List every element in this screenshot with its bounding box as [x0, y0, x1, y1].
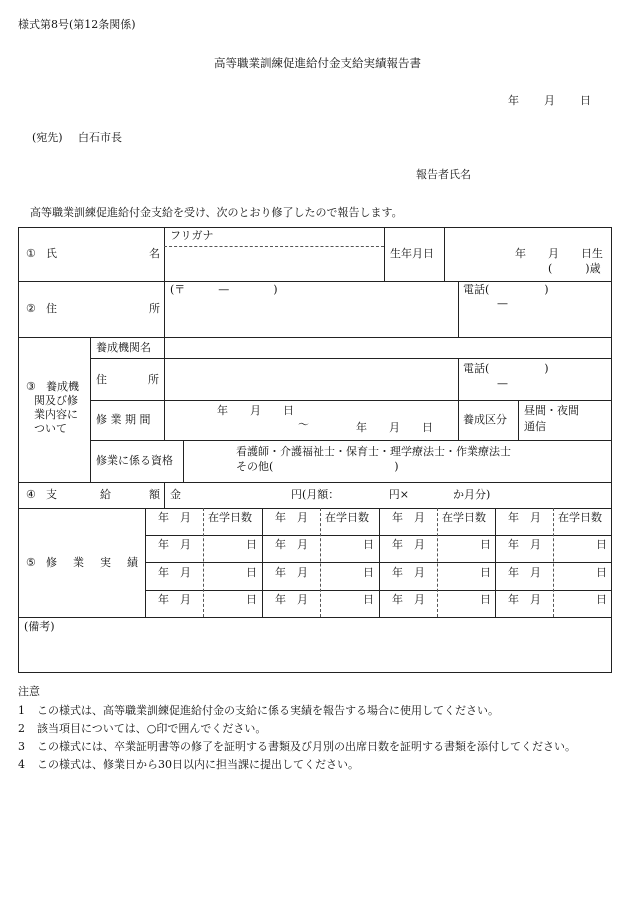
note-3	[18, 741, 576, 753]
results-cell-days: 日	[246, 593, 257, 606]
results-cell-days: 日	[246, 538, 257, 551]
address-label-end: 所	[149, 302, 160, 315]
payment-label-2: 給	[100, 488, 111, 501]
institution-phone-dash: —	[497, 377, 508, 390]
payment-label-1: 支	[46, 488, 57, 501]
notes-title: 注意	[18, 685, 40, 698]
category-label: 養成区分	[463, 413, 507, 426]
row-number: ④	[26, 488, 36, 501]
results-header-days: 在学日数	[208, 511, 252, 524]
results-header-month: 年 月	[158, 511, 191, 524]
age-value: ( )歳	[548, 262, 601, 275]
postal-code: (〒 — )	[170, 283, 278, 296]
furigana-label: フリガナ	[170, 229, 214, 242]
note-2	[18, 723, 266, 735]
note-text: この様式には、卒業証明書等の修了を証明する書類及び月別の出席日数を証明する書類を添付してください。	[37, 740, 576, 753]
date-day: 日	[580, 94, 591, 107]
results-cell-month: 年 月	[158, 566, 191, 579]
remarks-label: (備考)	[24, 620, 55, 633]
results-cell-month: 年 月	[275, 538, 308, 551]
qualification-label: 修業に係る資格	[96, 454, 173, 467]
results-cell-month: 年 月	[392, 538, 425, 551]
date-year: 年	[508, 94, 519, 107]
qualification-other: その他( )	[236, 460, 399, 473]
training-label-2: 関及び修	[34, 394, 78, 407]
institution-address-label-end: 所	[148, 373, 159, 386]
dob-label: 生年月日	[390, 247, 434, 260]
results-cell-month: 年 月	[158, 593, 191, 606]
row-number: ①	[26, 247, 36, 260]
results-label-1: 修	[46, 556, 57, 569]
results-cell-month: 年 月	[392, 566, 425, 579]
row-number: ③	[26, 380, 36, 393]
document-title: 高等職業訓練促進給付金支給実績報告書	[214, 56, 421, 70]
note-number: 3	[18, 740, 25, 753]
row-number: ⑤	[26, 556, 36, 569]
note-number: 1	[18, 704, 25, 717]
results-cell-month: 年 月	[508, 566, 541, 579]
results-cell-days: 日	[480, 566, 491, 579]
row-number: ②	[26, 302, 36, 315]
training-label-4: ついて	[34, 422, 67, 435]
period-label: 修 業 期 間	[96, 413, 151, 426]
institution-phone: 電話( )	[463, 362, 549, 375]
category-daytime-night: 昼間・夜間	[524, 404, 579, 417]
results-header-month: 年 月	[392, 511, 425, 524]
note-number: 4	[18, 758, 25, 771]
results-cell-month: 年 月	[508, 538, 541, 551]
date-month: 月	[544, 94, 555, 107]
training-label-3: 業内容に	[34, 408, 78, 421]
results-cell-days: 日	[596, 566, 607, 579]
results-header-month: 年 月	[275, 511, 308, 524]
results-cell-days: 日	[363, 566, 374, 579]
payment-label-3: 額	[149, 488, 160, 501]
note-number: 2	[18, 722, 25, 735]
results-header-days: 在学日数	[558, 511, 602, 524]
dob-value: 年 月 日生	[515, 247, 603, 260]
phone-label: 電話( )	[463, 283, 549, 296]
results-header-days: 在学日数	[442, 511, 486, 524]
phone-dash: —	[497, 297, 508, 310]
period-tilde: ～	[298, 418, 309, 431]
address-label: 住	[46, 302, 57, 315]
qualification-list: 看護師・介護福祉士・保育士・理学療法士・作業療法士	[236, 445, 511, 458]
payment-amount: 金 円(月額： 円× か月分)	[170, 488, 491, 501]
addressee-name: 白石市長	[78, 131, 122, 144]
results-cell-days: 日	[596, 538, 607, 551]
results-cell-days: 日	[363, 593, 374, 606]
results-label-2: 業	[73, 556, 84, 569]
note-text: この様式は、高等職業訓練促進給付金の支給に係る実績を報告する場合に使用してください。	[37, 704, 499, 717]
results-cell-month: 年 月	[275, 566, 308, 579]
results-cell-month: 年 月	[392, 593, 425, 606]
results-label-4: 績	[127, 556, 138, 569]
results-header-days: 在学日数	[325, 511, 369, 524]
results-cell-month: 年 月	[275, 593, 308, 606]
period-end: 年 月 日	[356, 421, 433, 434]
name-label: 氏	[46, 247, 57, 260]
intro-text: 高等職業訓練促進給付金支給を受け、次のとおり修了したので報告します。	[30, 206, 403, 219]
addressee-prefix: (宛先)	[32, 131, 63, 144]
note-1	[18, 705, 499, 717]
results-cell-days: 日	[480, 538, 491, 551]
form-number: 様式第8号(第12条関係)	[18, 18, 136, 31]
institution-address-label: 住	[96, 373, 107, 386]
institution-label: 養成機関名	[96, 341, 151, 354]
name-label-end: 名	[149, 247, 160, 260]
results-cell-days: 日	[596, 593, 607, 606]
results-header-month: 年 月	[508, 511, 541, 524]
note-text: この様式は、修業日から30日以内に担当課に提出してください。	[37, 758, 359, 771]
note-text: 該当項目については、○印で囲んでください。	[37, 722, 267, 735]
note-4	[18, 759, 359, 771]
training-label-1: 養成機	[46, 380, 79, 393]
results-cell-month: 年 月	[508, 593, 541, 606]
results-cell-days: 日	[246, 566, 257, 579]
period-start: 年 月 日	[217, 404, 294, 417]
reporter-label: 報告者氏名	[416, 168, 471, 181]
results-cell-days: 日	[480, 593, 491, 606]
results-label-3: 実	[100, 556, 111, 569]
category-correspondence: 通信	[524, 420, 546, 433]
results-cell-days: 日	[363, 538, 374, 551]
results-cell-month: 年 月	[158, 538, 191, 551]
